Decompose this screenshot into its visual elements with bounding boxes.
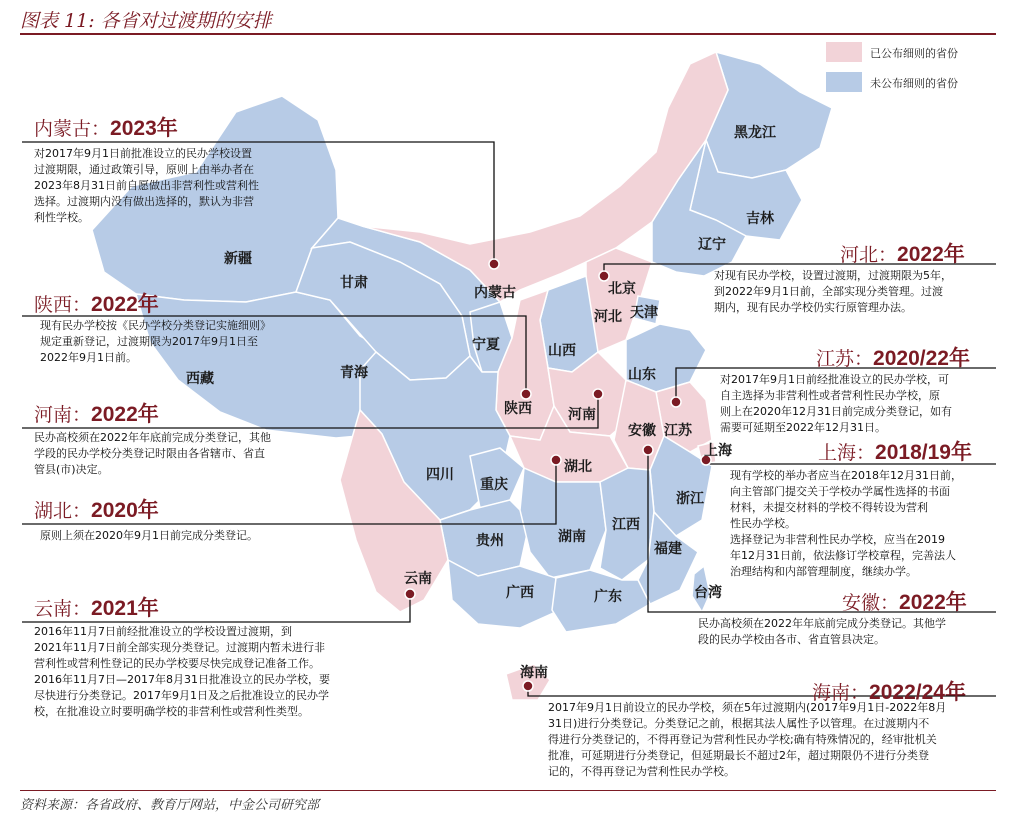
annotation-title	[34, 592, 159, 622]
annotation-line: 记的，不得再登记为营利性民办学校。	[548, 765, 735, 778]
annotation-line: 过渡期限，通过政策引导，原则上由举办者在	[34, 163, 254, 176]
annotation-province: 上海	[818, 442, 857, 464]
annotation-colon: ：	[72, 598, 92, 620]
annotation-colon: ：	[72, 294, 92, 316]
annotation-line: 选择。过渡期内没有做出选择的，默认为非营	[34, 195, 254, 208]
annotation-year: 2020年	[91, 499, 159, 522]
annotation-province: 海南	[812, 682, 851, 704]
annotation-province: 河南	[34, 404, 73, 426]
annotation-colon: ：	[880, 592, 900, 614]
province-label: 青海	[340, 365, 368, 381]
province-label: 湖北	[564, 459, 592, 475]
annotation-colon: ：	[91, 118, 111, 140]
annotation-province: 安徽	[842, 592, 881, 614]
legend-label: 已公布细则的省份	[870, 47, 958, 60]
annotation-line: 选择登记为非营利性民办学校，应当在2019	[730, 533, 945, 546]
annotation-province: 湖北	[34, 500, 73, 522]
annotation-line: 管县(市)决定。	[34, 463, 109, 476]
annotation-text	[730, 468, 962, 580]
province-label: 安徽	[628, 423, 656, 439]
annotation-line: 材料，未提交材料的学校不得转设为营利	[730, 501, 928, 514]
annotation-line: 民办高校须在2022年年底前完成分类登记，其他	[34, 431, 271, 444]
legend-swatch	[826, 42, 862, 62]
annotation-line: 年12月31日前，依法修订学校章程，完善法人	[730, 549, 956, 562]
province-label: 内蒙古	[474, 285, 516, 301]
annotation-text	[34, 624, 330, 720]
province-label: 上海	[704, 443, 732, 459]
province-marker	[593, 389, 603, 399]
province-湖南	[520, 468, 606, 578]
province-marker	[405, 589, 415, 599]
annotation-year: 2022年	[91, 403, 159, 426]
annotation-line: 向主管部门提交关于学校办学属性选择的书面	[730, 485, 950, 498]
figure-title: 图表 11: 各省对过渡期的安排	[20, 10, 272, 32]
province-label: 西藏	[186, 371, 214, 387]
province-label: 浙江	[676, 491, 704, 507]
annotation-line: 2023年8月31日前自愿做出非营利性或营利性	[34, 179, 259, 192]
province-marker	[643, 445, 653, 455]
annotation-title	[816, 342, 970, 372]
annotation-title	[842, 586, 967, 616]
annotation-province: 陕西	[34, 294, 73, 316]
legend-label: 未公布细则的省份	[870, 77, 958, 90]
annotation-year: 2020/22年	[873, 347, 970, 370]
annotation-text	[34, 430, 271, 478]
annotation-line: 利性学校。	[34, 211, 89, 224]
annotation-line: 得进行分类登记的，不得再登记为营利性民办学校;确有特殊情况的，经审批机关	[548, 733, 937, 746]
province-label: 吉林	[746, 211, 774, 227]
annotation-line: 对现有民办学校，设置过渡期，过渡期限为5年，	[714, 269, 952, 282]
annotation-text	[714, 268, 952, 316]
province-label: 河南	[568, 407, 596, 423]
province-label: 宁夏	[472, 337, 500, 353]
annotation-line: 到2022年9月1日前，全部实现分类管理。过渡	[714, 285, 943, 298]
annotation-line: 段的民办学校由各市、省直管县决定。	[698, 633, 885, 646]
annotation-title	[840, 238, 965, 268]
province-marker	[489, 259, 499, 269]
province-label: 天津	[630, 305, 658, 321]
annotation-line: 校，在批准设立时要明确学校的非营利性或营利性类型。	[34, 705, 309, 718]
annotation-year: 2022年	[91, 293, 159, 316]
province-label: 辽宁	[698, 237, 726, 253]
province-label: 重庆	[480, 477, 508, 493]
annotation-colon: ：	[72, 500, 92, 522]
footer-rule	[20, 790, 996, 791]
province-label: 广西	[506, 585, 534, 601]
province-marker	[671, 397, 681, 407]
annotation-text	[548, 700, 946, 780]
annotation-colon: ：	[878, 244, 898, 266]
province-label: 新疆	[224, 251, 252, 267]
annotation-line: 2021年11月7日前全部实现分类登记。过渡期内暂未进行非	[34, 641, 325, 654]
annotation-line: 营利性或营利性登记的民办学校要尽快完成登记准备工作。	[34, 657, 320, 670]
annotation-title	[34, 494, 159, 524]
annotation-year: 2023年	[110, 117, 178, 140]
province-label: 江苏	[664, 423, 692, 439]
province-label: 湖南	[558, 529, 586, 545]
annotation-line: 批准，可延期进行分类登记，但延期最长不超过2年，超过期限仍不进行分类登	[548, 749, 929, 762]
annotation-line: 治理结构和内部管理制度，继续办学。	[730, 565, 917, 578]
annotation-province: 河北	[840, 244, 879, 266]
annotation-line: 自主选择为非营利性或者营利性民办学校，原	[720, 389, 940, 402]
province-label: 贵州	[476, 533, 504, 549]
annotation-line: 期内，现有民办学校仍实行原管理办法。	[714, 301, 912, 314]
annotation-line: 31日)进行分类登记。分类登记之前，根据其法人属性予以管理。在过渡期内不	[548, 717, 930, 730]
annotation-title	[34, 112, 178, 142]
province-marker	[551, 455, 561, 465]
annotation-line: 对2017年9月1日前经批准设立的民办学校，可	[720, 373, 949, 386]
province-label: 四川	[426, 467, 454, 483]
source-note: 资料来源：各省政府、教育厅网站，中金公司研究部	[20, 798, 320, 813]
annotation-text	[720, 372, 952, 436]
annotation-text	[34, 146, 259, 226]
province-label: 北京	[608, 281, 636, 297]
annotation-line: 尽快进行分类登记。2017年9月1日及之后批准设立的民办学	[34, 689, 329, 702]
annotation-line: 需要可延期至2022年12月31日。	[720, 421, 886, 434]
annotation-text	[40, 528, 258, 544]
province-label: 海南	[520, 665, 548, 681]
province-label: 台湾	[694, 585, 722, 601]
province-label: 广东	[594, 589, 622, 605]
annotation-line: 2016年11月7日前经批准设立的学校设置过渡期，到	[34, 625, 292, 638]
province-label: 福建	[654, 541, 682, 557]
annotation-line: 民办高校须在2022年年底前完成分类登记。其他学	[698, 617, 946, 630]
annotation-line: 2016年11月7日—2017年8月31日批准设立的民办学校，要	[34, 673, 330, 686]
annotation-colon: ：	[856, 442, 876, 464]
annotation-line: 2017年9月1日前设立的民办学校，须在5年过渡期内(2017年9月1日-2022年8月	[548, 701, 947, 714]
annotation-province: 云南	[34, 598, 73, 620]
annotation-line: 性民办学校。	[730, 517, 796, 530]
province-label: 山东	[628, 367, 656, 383]
province-label: 甘肃	[340, 275, 368, 291]
province-label: 云南	[404, 571, 432, 587]
annotation-title	[34, 288, 159, 318]
annotation-line: 2022年9月1日前。	[40, 351, 137, 364]
province-label: 山西	[548, 343, 576, 359]
province-label: 陕西	[504, 401, 532, 417]
annotation-line: 规定重新登记，过渡期限为2017年9月1日至	[40, 335, 258, 348]
annotation-year: 2018/19年	[875, 441, 972, 464]
annotation-colon: ：	[850, 682, 870, 704]
province-label: 江西	[612, 517, 640, 533]
annotation-colon: ：	[72, 404, 92, 426]
annotation-line: 则上在2020年12月31日前完成分类登记，如有	[720, 405, 952, 418]
annotation-text	[698, 616, 946, 648]
annotation-province: 江苏	[816, 348, 855, 370]
annotation-year: 2022年	[897, 243, 965, 266]
annotation-province: 内蒙古	[34, 118, 92, 140]
annotation-year: 2021年	[91, 597, 159, 620]
province-marker	[523, 681, 533, 691]
annotation-line: 现有学校的举办者应当在2018年12月31日前，	[730, 469, 962, 482]
legend-swatch	[826, 72, 862, 92]
annotation-year: 2022年	[899, 591, 967, 614]
province-label: 河北	[594, 309, 622, 325]
annotation-line: 原则上须在2020年9月1日前完成分类登记。	[40, 529, 258, 542]
annotation-line: 学段的民办学校分类登记时限由各省辖市、省直	[34, 447, 265, 460]
province-黑龙江	[706, 52, 832, 178]
annotation-title	[34, 398, 159, 428]
annotation-line: 现有民办学校按《民办学校分类登记实施细则》	[40, 319, 271, 332]
province-label: 黑龙江	[734, 125, 776, 141]
annotation-title	[818, 436, 972, 466]
annotation-line: 对2017年9月1日前批准设立的民办学校设置	[34, 147, 252, 160]
annotation-year: 2022/24年	[869, 681, 966, 704]
annotation-colon: ：	[854, 348, 874, 370]
annotation-text	[40, 318, 271, 366]
